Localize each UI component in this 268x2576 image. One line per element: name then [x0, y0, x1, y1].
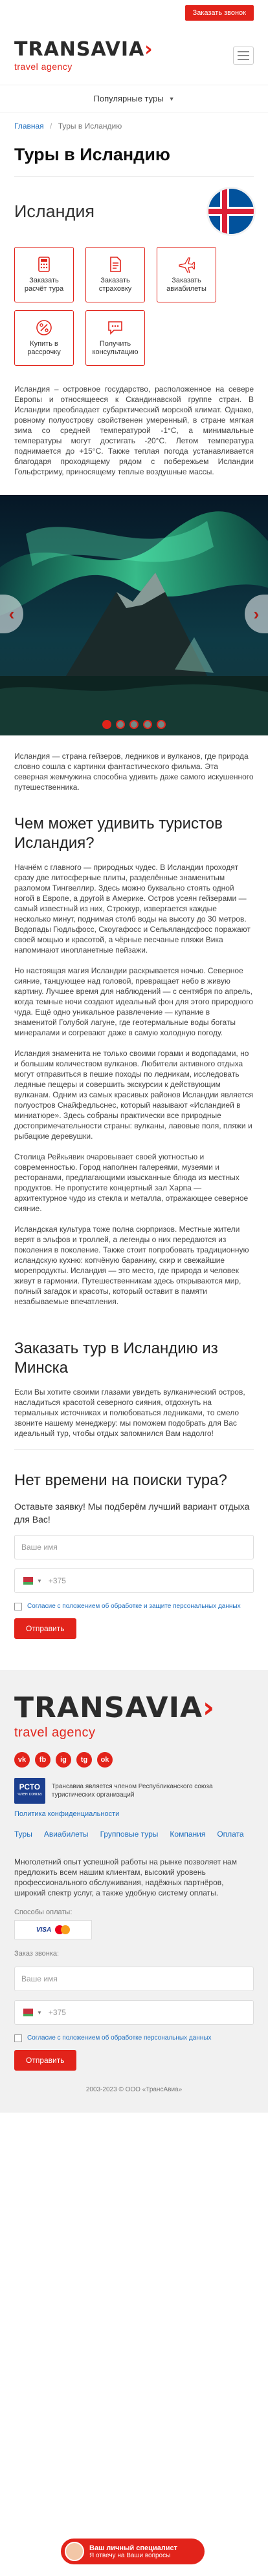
phone-placeholder: +375 [48, 1576, 66, 1585]
slider-dot[interactable] [102, 720, 111, 729]
menu-icon[interactable] [233, 47, 254, 65]
footer-nav-item[interactable]: Авиабилеты [43, 1830, 89, 1839]
iceland-flag-icon [208, 189, 254, 234]
paragraph: Если Вы хотите своими глазами увидеть вулканический остров, насладиться красотой северного сияния, отдохнуть на термальных источниках и полюбоваться ледниками, то смело звоните нашему менеджеру: мы поможем подобрать для Вас идеальный тур, чтобы отдых запомнился Вам надолго! [14, 1388, 245, 1438]
request-call-button[interactable]: Заказать звонок [185, 5, 254, 21]
popular-tours-label: Популярные туры [93, 94, 164, 103]
logo-text: TRANSAVIA› [14, 37, 153, 61]
plane-icon [178, 256, 195, 273]
checkbox-icon [14, 1603, 22, 1610]
service-insurance[interactable] [85, 247, 145, 302]
name-input[interactable]: Ваше имя [14, 1535, 254, 1559]
slider-dots [0, 720, 268, 729]
service-label: Купить в рассрочку [27, 340, 61, 356]
chat-widget[interactable] [61, 2539, 205, 2564]
payment-label: Способы оплаты: [14, 1908, 73, 1916]
service-label: Получить консультацию [92, 340, 139, 356]
footer-description: Многолетний опыт успешной работы на рынке позволяет нам предложить всем нашим клиентам, высокий уровень профессионального обслуживания, надёжных партнёров, широкий спектр услуг, а также удобную систему оплаты. [14, 1857, 237, 1897]
avatar [65, 2542, 84, 2561]
popular-tours-dropdown[interactable] [0, 85, 268, 112]
paragraph: Столица Рейкьявик очаровывает своей уютностью и современностью. Город наполнен галереями, музеями и ресторанами, предлагающими изысканные блюда из местных продуктов. Не пропустите концертный зал Харпа — архитектурное чудо из стекла и металла, отражающее северное сияние. [14, 1152, 249, 1213]
site-footer [0, 1670, 268, 2113]
section-body-order [0, 1387, 268, 1439]
rsto-logo: РСТО член союза [14, 1778, 45, 1804]
slider-next-button[interactable]: › [245, 595, 268, 633]
belarus-flag-icon [21, 1577, 33, 1585]
service-label: Заказать авиабилеты [166, 277, 207, 293]
slider-dot[interactable] [157, 720, 166, 729]
service-calculate-tour[interactable] [14, 247, 74, 302]
submit-button[interactable]: Отправить [14, 1618, 76, 1639]
slider-prev-button[interactable]: ‹ [0, 595, 23, 633]
payment-methods [14, 1920, 92, 1939]
service-flights[interactable] [157, 247, 216, 302]
breadcrumb-separator: / [50, 121, 52, 131]
section-title-order: Заказать тур в Исландию из Минска [14, 1340, 218, 1377]
lead-form [0, 1450, 268, 1639]
services-grid [0, 234, 268, 366]
document-icon [107, 256, 124, 273]
site-header [0, 26, 268, 85]
paragraph: Исландия знаменита не только своими горами и водопадами, но и большим количеством вулканов. Любители активного отдыха могут отправиться в пешие походы по ледникам, исследовать ледяные пещеры и совершить экскурсии к действующим вулканам. Одним из самых красивых районов Исландии является полуостров Снайфедльснес, который называют «Исландией в миниатюре». Здесь собраны практически все природные достопримечательности страны: вулканы, лавовые поля, пляжи и рыбацкие деревушки. [14, 1049, 253, 1141]
percent-icon [36, 319, 52, 336]
footer-nav-item[interactable]: Компания [170, 1830, 206, 1839]
facebook-icon[interactable]: fb [35, 1752, 50, 1768]
footer-consent-checkbox[interactable] [14, 2034, 254, 2042]
paragraph: Но настоящая магия Исландии раскрывается ночью. Северное сияние, танцующее над головой, превращает небо в живую картину. Лучшее время для наблюдений — с сентября по апрель, когда темные ночи создают идеальный фон для этого природного чуда. Ещё одно уникальное развлечение — купание в знаменитой Голубой лагуне, где геотермальные воды богаты минералами и согревают даже в самую холодную погоду. [14, 966, 253, 1037]
service-label: Заказать расчёт тура [24, 277, 64, 293]
footer-phone-input[interactable] [14, 2000, 254, 2025]
instagram-icon[interactable]: ig [56, 1752, 71, 1768]
chevron-down-icon: ▼ [37, 1578, 42, 1584]
telegram-icon[interactable]: tg [76, 1752, 92, 1768]
lead-form-title: Нет времени на поиски тура? [14, 1472, 227, 1489]
country-header [0, 177, 268, 234]
paragraph: Исландская культура тоже полна сюрпризов. Местные жители верят в эльфов и троллей, а легенды о них передаются из поколения в поколение. Также стоит попробовать традиционную исландскую кухню: копчёную баранину, скир и свежайшие морепродукты. Исландия — это место, где природа и человек живут в гармонии. Путешественникам здесь открываются мир, полный загадок и красоты, который оставит в памяти незабываемые впечатления. [14, 1225, 249, 1306]
callback-form-title: Заказ звонка: [14, 1950, 60, 1958]
footer-nav [14, 1830, 254, 1839]
phone-placeholder: +375 [48, 2008, 66, 2017]
slider-dot[interactable] [143, 720, 152, 729]
lead-form-subtitle: Оставьте заявку! Мы подберём лучший вариант отдыха для Вас! [14, 1501, 250, 1525]
chat-text [89, 2544, 177, 2559]
footer-nav-item[interactable]: Групповые туры [100, 1830, 159, 1839]
vk-icon[interactable]: vk [14, 1752, 30, 1768]
service-label: Заказать страховку [98, 277, 132, 293]
footer-logo[interactable] [14, 1693, 254, 1740]
topbar [0, 0, 268, 26]
slider-dot[interactable] [129, 720, 139, 729]
odnoklassniki-icon[interactable]: ok [97, 1752, 113, 1768]
chevron-down-icon: ▼ [37, 2009, 42, 2016]
logo-subtitle: travel agency [14, 1726, 96, 1740]
breadcrumb [0, 112, 268, 131]
chat-subtitle: Я отвечу на Ваши вопросы [89, 2551, 171, 2559]
paragraph: Начнём с главного — природных чудес. В Исландии проходят сразу две литосферные плиты, разделённые знаменитым разломом Тингвеллир. Здесь можно буквально стоять одной ногой в Европе, а другой в Америке. Остров усеян гейзерами — самый известный из них, Строккур, извергается каждые несколько минут, поднимая столб воды на высоту до 30 метров. Водопады Гюдльфосс, Скоугафосс и Сельяландсфосс поражают своей мощью и красотой, а чёрные песчаные пляжи Вика напоминают инопланетные пейзажи. [14, 863, 251, 955]
breadcrumb-current: Туры в Исландию [58, 121, 122, 131]
aurora-landscape-image [0, 495, 268, 735]
phone-input[interactable] [14, 1568, 254, 1593]
chat-icon [107, 319, 124, 336]
rsto-text: Трансавиа является членом Республиканского союза туристических организаций [51, 1783, 213, 1799]
country-name: Исландия [14, 201, 95, 221]
chat-title: Ваш личный специалист [89, 2544, 178, 2552]
social-links [14, 1752, 254, 1768]
belarus-flag-icon [21, 2009, 33, 2016]
photo-slider [0, 495, 268, 735]
mastercard-icon [55, 1925, 70, 1934]
breadcrumb-home[interactable]: Главная [14, 121, 44, 131]
privacy-policy-link[interactable]: Политика конфиденциальности [14, 1810, 120, 1818]
logo-subtitle: travel agency [14, 61, 73, 72]
footer-nav-item[interactable]: Оплата [217, 1830, 244, 1839]
service-consultation[interactable] [85, 310, 145, 366]
logo[interactable] [14, 39, 153, 72]
chevron-down-icon: ▼ [168, 95, 175, 102]
footer-name-input[interactable]: Ваше имя [14, 1967, 254, 1991]
footer-nav-item[interactable]: Туры [14, 1830, 32, 1839]
slider-dot[interactable] [116, 720, 125, 729]
logo-text: TRANSAVIA› [14, 1691, 216, 1724]
intro-text: Исландия – островное государство, расположенное на севере Европы и относящееся к Скандинавской группе стран. В Исландии преобладает субарктический морской климат. Однако, ровному полуострову свойственен умеренный, в стране мягкая зима со средней температурой -1°C, а минимальные температуры могут достигать -20°C. Летом температура поднимается до +15°C. Также теплая погода устанавливается благодаря проходящему рядом с побережьем Исландии Гольфстриму, приносящему теплые воздушные массы. [14, 385, 254, 476]
rsto-membership [14, 1778, 254, 1804]
slider-caption: Исландия — страна гейзеров, ледников и вулканов, где природа словно сошла с картинки фантастического фильма. Эта северная жемчужина способна удивить даже самого искушенного путешественника. [14, 752, 254, 792]
section-title-surprise: Чем может удивить туристов Исландия? [14, 815, 223, 852]
checkbox-icon [14, 2034, 22, 2042]
calculator-icon [36, 256, 52, 273]
visa-icon: VISA [36, 1926, 52, 1934]
page-title: Туры в Исландию [14, 145, 170, 164]
copyright: 2003-2023 © ООО «ТрансАвиа» [85, 2086, 183, 2093]
consent-checkbox[interactable] [14, 1602, 254, 1610]
consent-link[interactable]: Согласие с положением об обработке персональных данных [27, 2034, 212, 2042]
consent-link[interactable]: Согласие с положением об обработке и защите персональных данных [27, 1603, 241, 1610]
footer-submit-button[interactable]: Отправить [14, 2050, 76, 2071]
section-body-surprise [0, 862, 268, 1307]
service-installments[interactable] [14, 310, 74, 366]
